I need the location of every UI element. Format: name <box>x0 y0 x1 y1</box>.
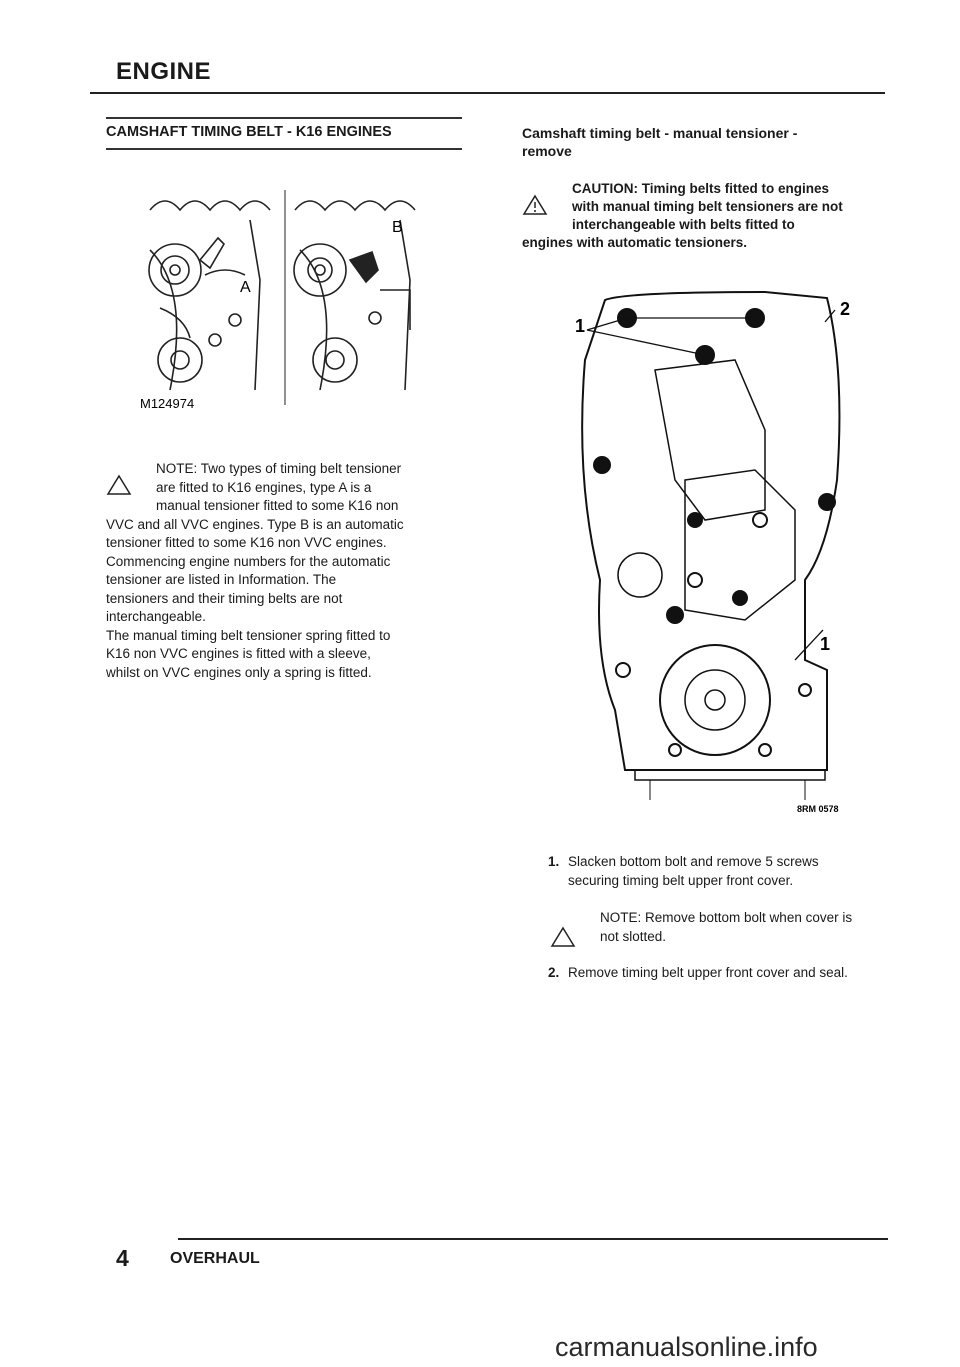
footer-divider <box>178 1238 888 1240</box>
procedure-heading: Camshaft timing belt - manual tensioner - remove <box>522 125 798 159</box>
footer-section: OVERHAUL <box>170 1250 260 1267</box>
tensioner-note: NOTE: Two types of timing belt tensioner are fitted to K16 engines, type A is a manual tensioner fitted to some K16 non VVC and all VVC engines. Type B is an automatic tensioner fitted to some K16 non VVC engines. Commencing engine numbers for the automatic tensioner are listed in Information. The tensioners and their timing belts are not interchangeable. The manual timing belt tensioner spring fitted to K16 non VVC engines is fitted with a sleeve, whilst on VVC engines only a spring is fitted. <box>106 461 404 680</box>
warning-icon <box>550 926 576 948</box>
figure-code: 8RM 0578 <box>797 804 839 814</box>
warning-icon <box>106 474 132 496</box>
heading-rule-bottom <box>106 148 462 150</box>
watermark-text: carmanualsonline.info <box>555 1332 818 1362</box>
figure-code: M124974 <box>140 396 195 411</box>
caution-icon <box>522 194 548 216</box>
timing-belt-cover-figure <box>565 280 875 820</box>
step-1: 1. Slacken bottom bolt and remove 5 screws securing timing belt upper front cover. <box>548 854 819 888</box>
section-heading: CAMSHAFT TIMING BELT - K16 ENGINES <box>106 124 392 140</box>
bolt-note: NOTE: Remove bottom bolt when cover is not slotted. <box>548 908 898 946</box>
tensioner-types-figure <box>140 190 430 415</box>
callout-1-lower: 1 <box>820 634 831 654</box>
caution-note: CAUTION: Timing belts fitted to engines with manual timing belt tensioners are not interchangeable with belts fitted to engines with automatic tensioners. <box>522 181 843 250</box>
label-a: A <box>240 279 251 296</box>
page-number: 4 <box>116 1245 129 1271</box>
callout-1: 1 <box>575 316 586 336</box>
page-section-title: ENGINE <box>116 58 212 85</box>
callout-2: 2 <box>840 299 851 319</box>
label-b: B <box>392 219 403 236</box>
header-divider <box>90 92 885 94</box>
step-2: 2. Remove timing belt upper front cover and seal. <box>548 965 848 980</box>
heading-rule-top <box>106 117 462 119</box>
